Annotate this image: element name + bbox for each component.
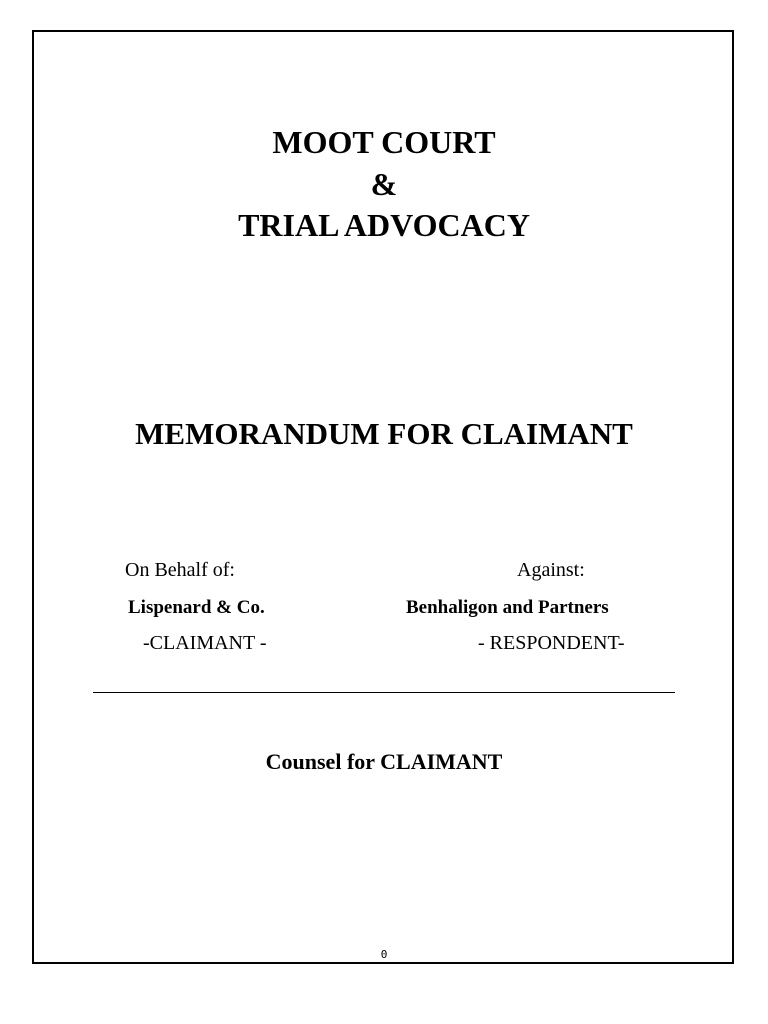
- counsel-label: Counsel for CLAIMANT: [265, 749, 503, 774]
- memorandum-title: MEMORANDUM FOR CLAIMANT: [135, 416, 633, 451]
- title-ampersand: &: [370, 166, 398, 202]
- respondent-role: - RESPONDENT-: [478, 632, 625, 654]
- claimant-name: Lispenard & Co.: [128, 597, 265, 618]
- against-label: Against:: [517, 559, 585, 581]
- respondent-name: Benhaligon and Partners: [406, 597, 609, 618]
- page-number: 0: [380, 948, 388, 961]
- title-moot-court: MOOT COURT: [272, 124, 496, 160]
- horizontal-divider: [93, 692, 675, 693]
- on-behalf-label: On Behalf of:: [125, 559, 235, 581]
- title-trial-advocacy: TRIAL ADVOCACY: [238, 207, 530, 243]
- claimant-role: -CLAIMANT -: [143, 632, 267, 654]
